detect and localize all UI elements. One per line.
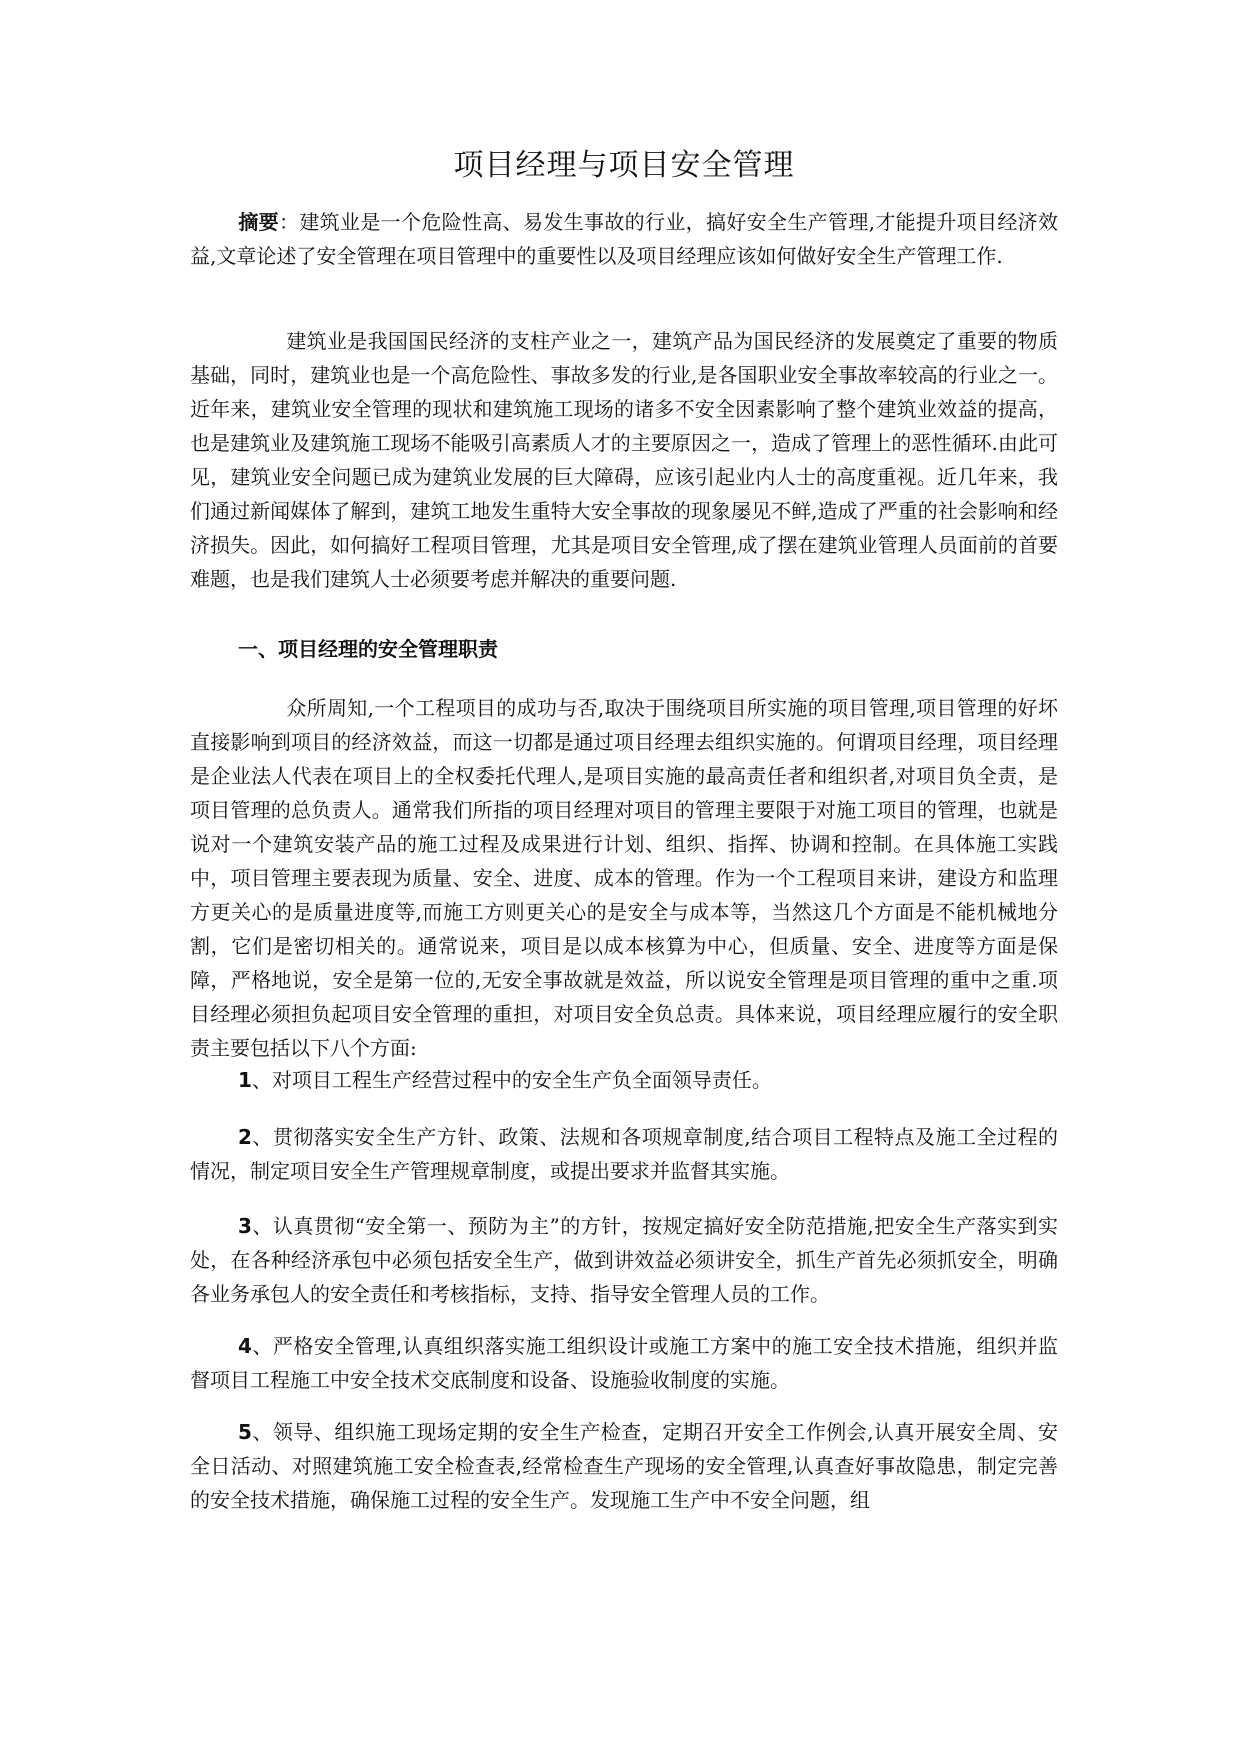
list-item-text: 、严格安全管理,认真组织落实施工组织设计或施工方案中的施工安全技术措施，组织并监督项目工程施工中安全技术交底制度和设备、设施验收制度的实施。 [190,1334,1058,1392]
list-item [190,1415,1058,1517]
list-item-text: 、贯彻落实安全生产方针、政策、法规和各项规章制度,结合项目工程特点及施工全过程的情况，制定项目安全生产管理规章制度，或提出要求并监督其实施。 [190,1125,1058,1183]
document-title: 项目经理与项目安全管理 [453,148,795,183]
list-item-number: 5 [238,1420,252,1444]
list-item [190,1329,1058,1397]
section-1-text: 众所周知,一个工程项目的成功与否,取决于围绕项目所实施的项目管理,项目管理的好坏直接影响到项目的经济效益，而这一切都是通过项目经理去组织实施的。何谓项目经理，项目经理是企业法人代表在项目上的全权委托代理人,是项目实施的最高责任者和组织者,对项目负全责，是项目管理的总负责人。通常我们所指的项目经理对项目的管理主要限于对施工项目的管理，也就是说对一个建筑安装产品的施工过程及成果进行计划、组织、指挥、协调和控制。在具体施工实践中，项目管理主要表现为质量、安全、进度、成本的管理。作为一个工程项目来讲，建设方和监理方更关心的是质量进度等,而施工方则更关心的是安全与成本等，当然这几个方面是不能机械地分割，它们是密切相关的。通常说来，项目是以成本核算为中心，但质量、安全、进度等方面是保障，严格地说，安全是第一位的,无安全事故就是效益，所以说安全管理是项目管理的重中之重.项目经理必须担负起项目安全管理的重担，对项目安全负总责。具体来说，项目经理应履行的安全职责主要包括以下八个方面: [190,696,1058,1060]
list-item [190,1209,1058,1311]
list-item-number: 4 [238,1334,252,1358]
list-item-text: 、认真贯彻“安全第一、预防为主”的方针，按规定搞好安全防范措施,把安全生产落实到实处，在各种经济承包中必须包括安全生产，做到讲效益必须讲安全，抓生产首先必须抓安全，明确各业务承包人的安全责任和考核指标，支持、指导安全管理人员的工作。 [190,1214,1058,1306]
list-item-number: 3 [238,1214,252,1238]
abstract-paragraph [190,205,1058,273]
list-item-number: 2 [238,1125,252,1149]
list-item-text: 、领导、组织施工现场定期的安全生产检查，定期召开安全工作例会,认真开展安全周、安全日活动、对照建筑施工安全检查表,经常检查生产现场的安全管理,认真查好事故隐患，制定完善的安全技术措施，确保施工过程的安全生产。发现施工生产中不安全问题，组 [190,1420,1058,1512]
abstract-separator: ： [279,210,300,234]
section-1-heading: 一、项目经理的安全管理职责 [238,637,498,661]
intro-paragraph [190,324,1058,596]
list-item [190,1120,1058,1188]
abstract-text: 建筑业是一个危险性高、易发生事故的行业，搞好安全生产管理,才能提升项目经济效益,文章论述了安全管理在项目管理中的重要性以及项目经理应该如何做好安全生产管理工作. [190,210,1059,268]
section-1-body [190,691,1058,1065]
list-item-text: 、对项目工程生产经营过程中的安全生产负全面领导责任。 [251,1068,772,1092]
list-item-number: 1 [238,1068,252,1092]
abstract-label: 摘要 [238,210,279,234]
intro-text: 建筑业是我国国民经济的支柱产业之一，建筑产品为国民经济的发展奠定了重要的物质基础，同时，建筑业也是一个高危险性、事故多发的行业,是各国职业安全事故率较高的行业之一。近年来，建筑业安全管理的现状和建筑施工现场的诸多不安全因素影响了整个建筑业效益的提高，也是建筑业及建筑施工现场不能吸引高素质人才的主要原因之一，造成了管理上的恶性循环.由此可见，建筑业安全问题已成为建筑业发展的巨大障碍，应该引起业内人士的高度重视。近几年来，我们通过新闻媒体了解到，建筑工地发生重特大安全事故的现象屡见不鲜,造成了严重的社会影响和经济损失。因此，如何搞好工程项目管理，尤其是项目安全管理,成了摆在建筑业管理人员面前的首要难题，也是我们建筑人士必须要考虑并解决的重要问题. [190,329,1058,591]
list-item [190,1063,1058,1097]
